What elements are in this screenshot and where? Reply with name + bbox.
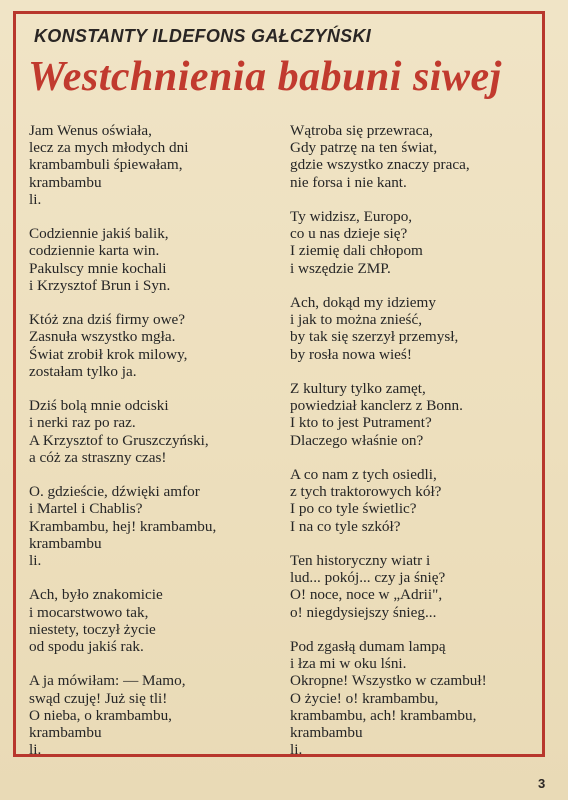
poem-line: Codziennie jakiś balik, (29, 225, 169, 243)
poem-line: krambambu, ach! krambambu, (290, 706, 477, 724)
poem-title: Westchnienia babuni siwej (28, 54, 502, 100)
poem-line: co u nas dzieje się? (290, 225, 408, 243)
poem-line: O życie! o! krambambu, (290, 689, 439, 707)
author-name: KONSTANTY ILDEFONS GAŁCZYŃSKI (34, 26, 372, 46)
poem-line: Któż zna dziś firmy owe? (29, 311, 186, 329)
poem-line: i Krzysztof Brun i Syn. (29, 276, 171, 294)
poem-line: I kto to jest Putrament? (290, 414, 432, 432)
stanza (29, 122, 287, 208)
poem-line: Z kultury tylko zamęt, (290, 380, 426, 397)
poem-line: Ach, było znakomicie (29, 586, 163, 604)
stanza (29, 311, 287, 380)
poem-line: Ten historyczny wiatr i (290, 552, 431, 569)
poem-line: krambambuli śpiewałam, (29, 156, 183, 174)
stanza (290, 294, 540, 363)
stanza (29, 586, 287, 655)
poem-line: krambambu (29, 534, 102, 552)
poem-line: Pod zgasłą dumam lampą (290, 638, 446, 655)
poem-line: i jak to można znieść, (290, 311, 423, 329)
poem-line: I po co tyle świetlic? (290, 500, 417, 518)
poem-line: Ty widzisz, Europo, (290, 208, 413, 225)
poem-line: O. gdzieście, dźwięki amfor (29, 483, 200, 501)
stanza (290, 466, 540, 535)
poem-line: A co nam z tych osiedli, (290, 466, 437, 483)
poem-line: li. (29, 741, 42, 757)
poem-line: by rosła nowa wieś! (290, 345, 412, 363)
poem-line: Okropne! Wszystko w czambuł! (290, 672, 487, 690)
poem-line: li. (29, 190, 42, 208)
poem-line: od spodu jakiś rak. (29, 638, 144, 656)
poem-line: Dziś bolą mnie odciski (29, 397, 169, 415)
poem-line: gdzie wszystko znaczy praca, (290, 156, 470, 174)
poem-line: krambambu (290, 724, 363, 742)
stanza (29, 672, 287, 757)
poem-line: lud... pokój... czy ja śnię? (290, 569, 446, 587)
poem-line: Zasnuła wszystko mgła. (29, 328, 176, 346)
poem-column-left (29, 122, 287, 757)
stanza (29, 225, 287, 294)
stanza (29, 397, 287, 466)
poem-line: swąd czuję! Już się tli! (29, 689, 168, 707)
poem-line: niestety, toczył życie (29, 620, 156, 638)
poem-line: a cóż za straszny czas! (29, 448, 167, 466)
page-number: 3 (538, 776, 546, 791)
poem-line: A ja mówiłam: — Mamo, (29, 672, 186, 690)
poem-line: i mocarstwowo tak, (29, 603, 149, 621)
stanza (290, 552, 540, 621)
poem-line: i wszędzie ZMP. (290, 259, 391, 277)
stanza (290, 638, 540, 757)
poem-line: i łza mi w oku lśni. (290, 655, 407, 673)
poem-line: zostałam tylko ja. (29, 362, 137, 380)
poem-line: i nerki raz po raz. (29, 414, 136, 432)
poem-line: Ach, dokąd my idziemy (290, 294, 436, 311)
stanza (290, 122, 540, 191)
poem-line: Gdy patrzę na ten świat, (290, 139, 438, 157)
poem-frame (13, 11, 545, 757)
poem-line: Pakulscy mnie kochali (29, 259, 167, 277)
poem-line: O nieba, o krambambu, (29, 706, 172, 724)
poem-line: powiedział kanclerz z Bonn. (290, 397, 463, 415)
poem-line: by tak się szerzył przemysł, (290, 328, 459, 346)
poem-line: krambambu (29, 724, 102, 742)
poem-line: z tych traktorowych kół? (290, 483, 442, 501)
poem-line: O! noce, noce w „Adrii", (290, 586, 443, 604)
poem-line: Jam Wenus oświała, (29, 122, 152, 139)
poem-line: Świat zrobił krok milowy, (29, 345, 188, 363)
poem-line: Dlaczego właśnie on? (290, 431, 424, 449)
stanza (29, 483, 287, 569)
poem-line: i Martel i Chablis? (29, 500, 143, 518)
stanza (290, 380, 540, 449)
poem-column-right (290, 122, 540, 757)
stanza (290, 208, 540, 277)
poem-line: o! niegdysiejszy śnieg... (290, 603, 437, 621)
poem-line: nie forsa i nie kant. (290, 173, 407, 191)
poem-line: lecz za mych młodych dni (29, 139, 189, 157)
poem-line: Wątroba się przewraca, (290, 122, 433, 139)
poem-line: I ziemię dali chłopom (290, 242, 423, 260)
poem-line: A Krzysztof to Gruszczyński, (29, 431, 209, 449)
poem-line: krambambu (29, 173, 102, 191)
poem-line: li. (29, 552, 42, 570)
poem-line: I na co tyle szkół? (290, 517, 401, 535)
poem-line: codziennie karta win. (29, 242, 160, 260)
poem-line: Krambambu, hej! krambambu, (29, 517, 217, 535)
poem-line: li. (290, 741, 303, 757)
